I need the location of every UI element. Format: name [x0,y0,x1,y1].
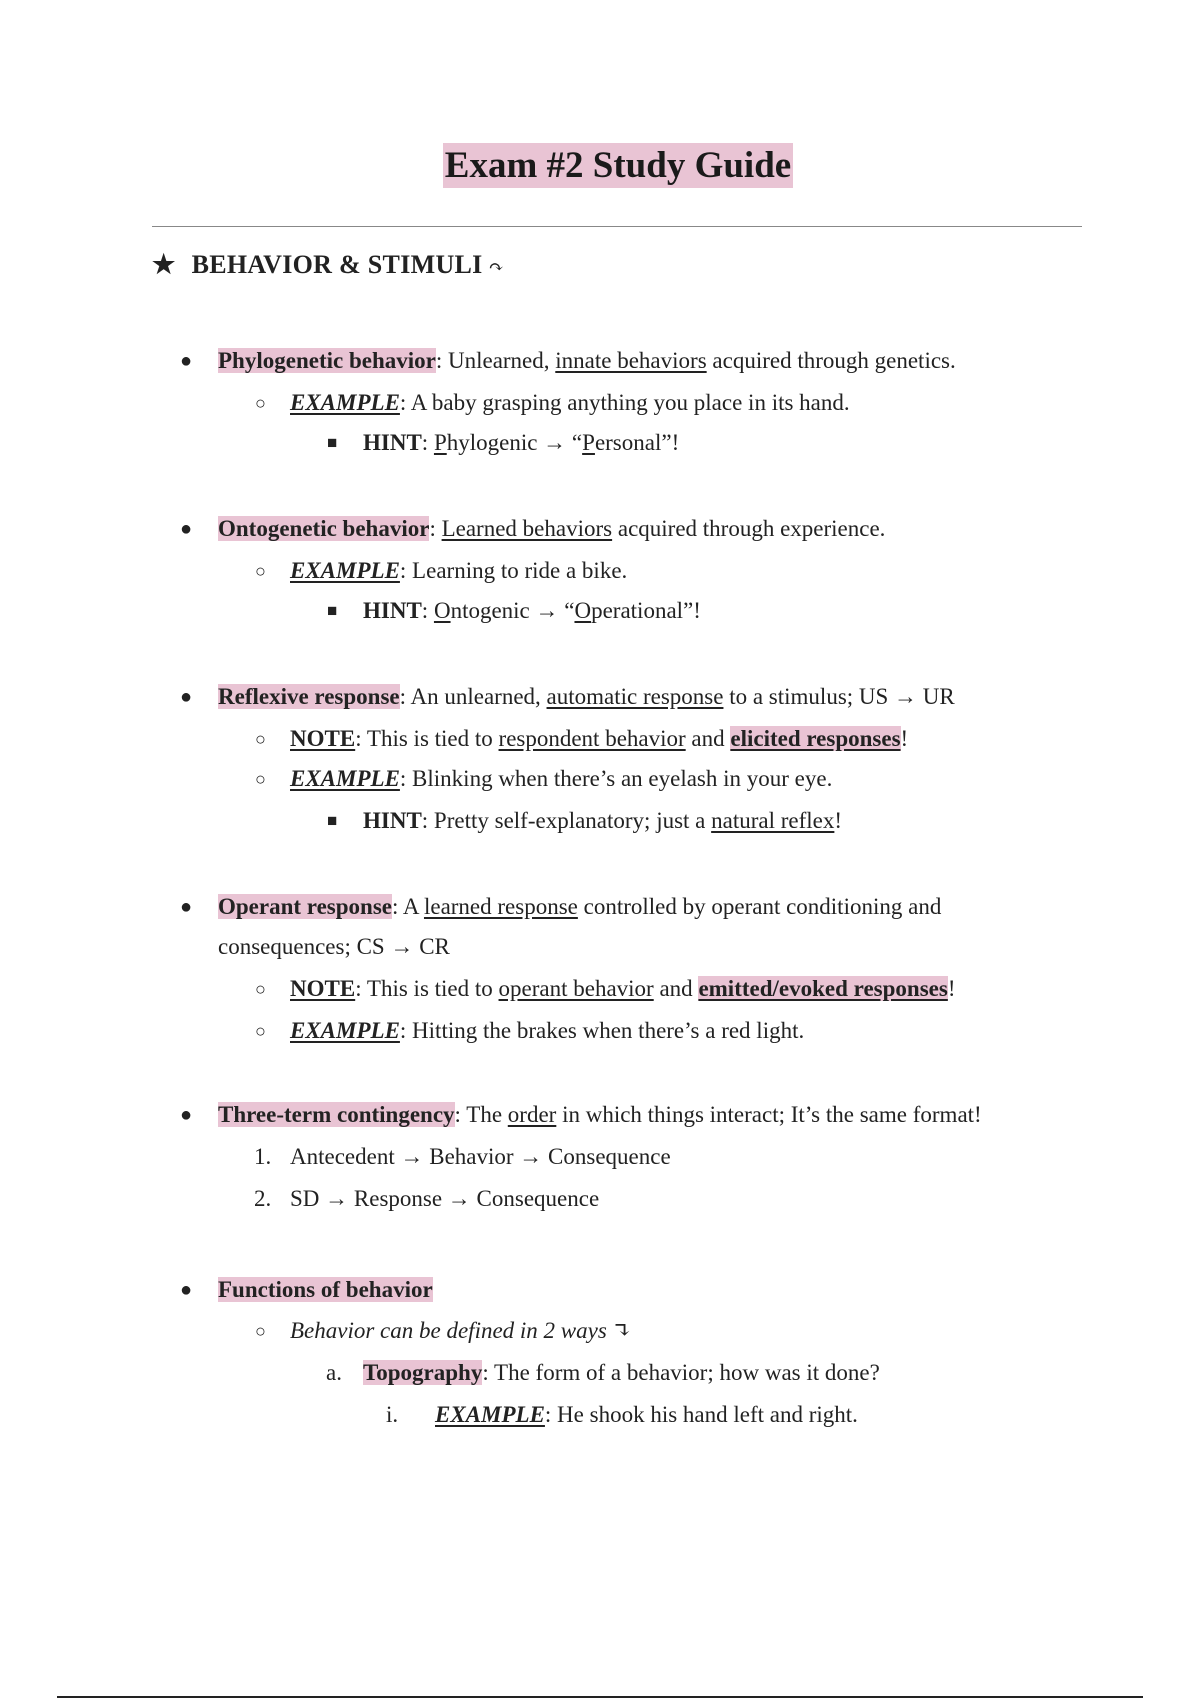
circle-bullet-icon: ○ [255,1321,266,1341]
section-heading [152,250,504,280]
circle-bullet-icon: ○ [255,393,266,413]
term-topography: Topography [363,1360,483,1385]
square-bullet-icon: ■ [327,433,338,452]
bullet-icon: ● [180,686,193,708]
bullet-icon: ● [180,350,193,372]
section-heading-text: BEHAVIOR & STIMULI [191,250,483,279]
page-bottom-edge [57,1696,1143,1698]
term-ontogenetic: Ontogenetic behavior [218,516,430,541]
circle-bullet-icon: ○ [255,729,266,749]
title-divider [152,226,1082,227]
term-phylogenetic: Phylogenetic behavior [218,348,436,373]
star-icon: ★ [152,250,176,279]
term-three-term: Three-term contingency [218,1102,455,1127]
circle-bullet-icon: ○ [255,561,266,581]
curved-arrow-icon: ↷ [488,257,504,277]
bullet-icon: ● [180,896,193,918]
bullet-icon: ● [180,1104,193,1126]
square-bullet-icon: ■ [327,601,338,620]
circle-bullet-icon: ○ [255,1021,266,1041]
term-operant: Operant response [218,894,392,919]
bullet-icon: ● [180,518,193,540]
circle-bullet-icon: ○ [255,979,266,999]
square-bullet-icon: ■ [327,811,338,830]
bullet-icon: ● [180,1279,193,1301]
page-title: Exam #2 Study Guide [444,145,792,186]
term-reflexive: Reflexive response [218,684,400,709]
term-functions: Functions of behavior [218,1277,433,1302]
circle-bullet-icon: ○ [255,769,266,789]
